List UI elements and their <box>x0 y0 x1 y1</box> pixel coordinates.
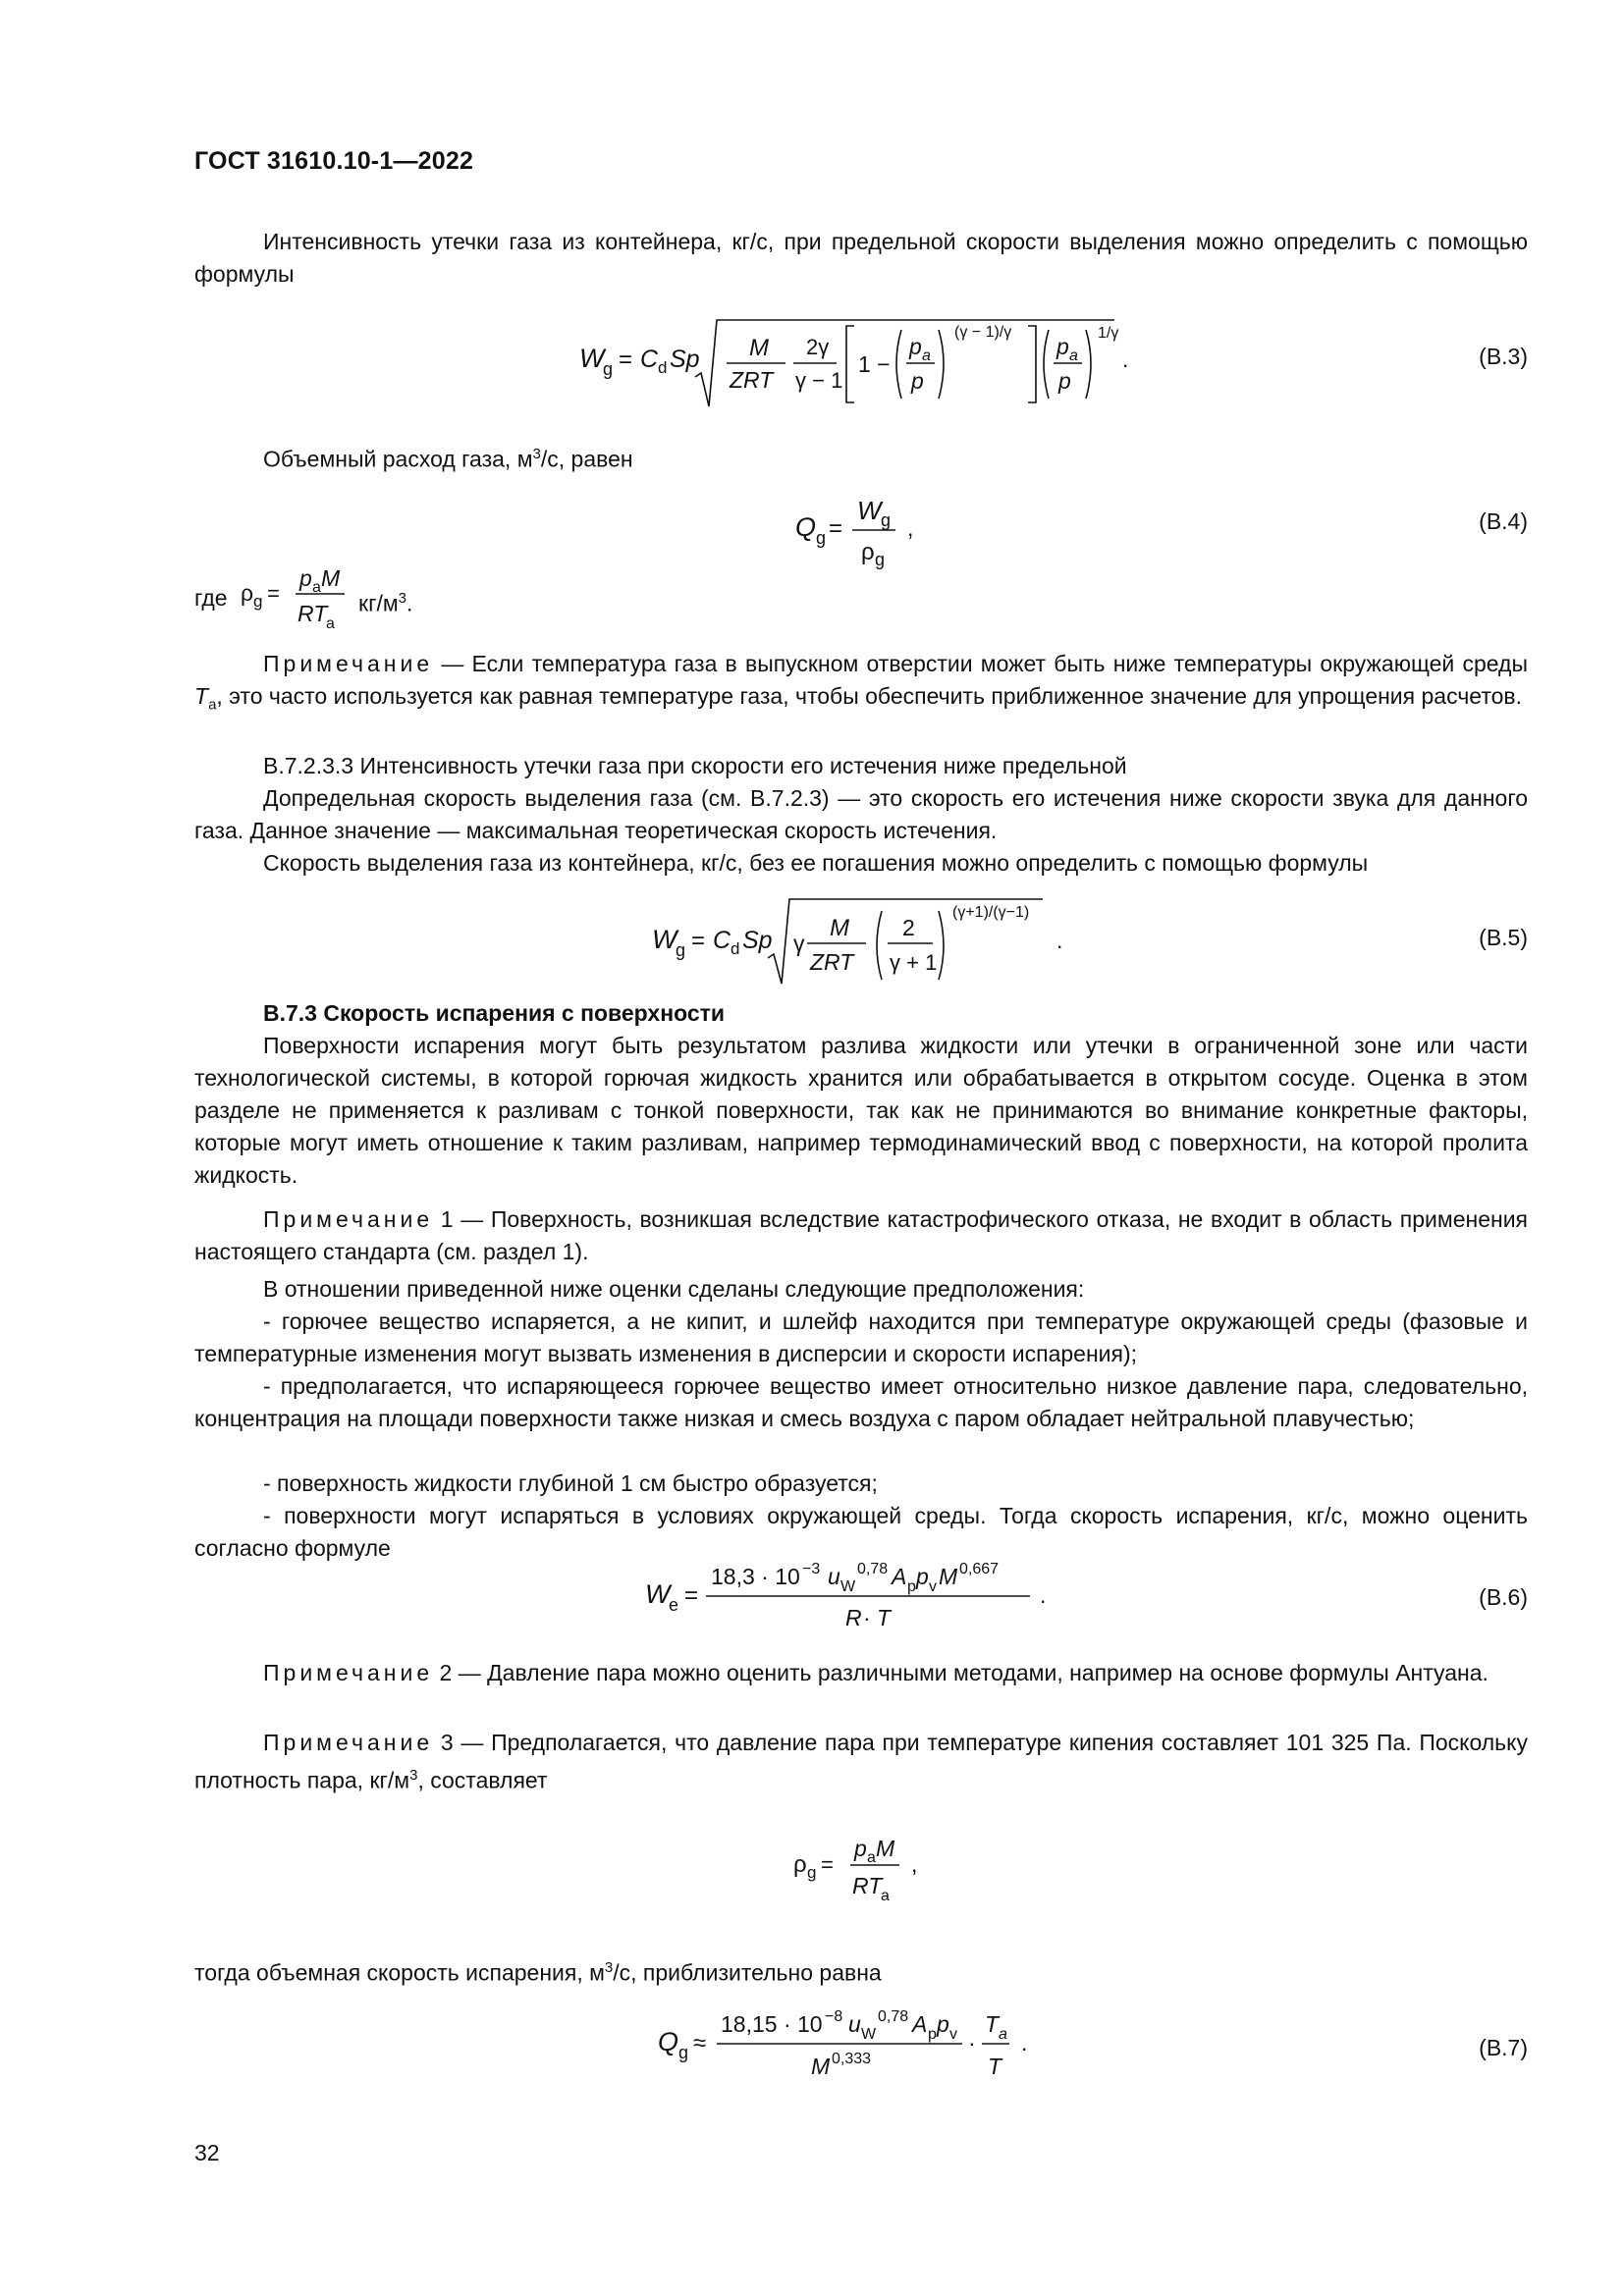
svg-text:ρ: ρ <box>241 580 254 606</box>
formula-rho-g-inline <box>239 558 356 636</box>
formula-b5 <box>652 889 1064 988</box>
svg-text:p: p <box>854 1836 867 1861</box>
formula-b7 <box>658 1993 1070 2091</box>
svg-text:A: A <box>912 2011 928 2037</box>
svg-text:0,333: 0,333 <box>832 2051 872 2067</box>
svg-text:M: M <box>830 915 849 941</box>
svg-text:T: T <box>988 2054 1002 2079</box>
svg-text:1/γ: 1/γ <box>1098 325 1119 342</box>
paragraph-volume-flow-tail: /с, равен <box>540 446 633 472</box>
section-heading-b7233: В.7.2.3.3 Интенсивность утечки газа при скорости его истечения ниже предельной <box>263 753 1127 778</box>
section-heading-b73: В.7.3 Скорость испарения с поверхности <box>263 1000 726 1026</box>
assumption-item: - горючее вещество испаряется, а не кипит, и шлейф находится при температуре окружающей среды (фазовые и температурные изменения могут вызвать изменения в дисперсии и скорости испарения); <box>194 1308 1528 1366</box>
svg-text:.: . <box>1021 2030 1028 2056</box>
page-number: 32 <box>194 2140 220 2165</box>
svg-text:18,3 · 10: 18,3 · 10 <box>711 1564 800 1589</box>
svg-text:d: d <box>658 358 668 377</box>
note-2-text: 2 — Давление пара можно оценить различными методами, например на основе формулы Антуана. <box>433 1660 1489 1685</box>
svg-text:−3: −3 <box>802 1561 821 1577</box>
svg-text:W: W <box>840 1578 856 1595</box>
svg-text:p: p <box>928 2026 937 2043</box>
svg-text:0,667: 0,667 <box>959 1561 1000 1577</box>
svg-text:A: A <box>892 1564 907 1589</box>
svg-text:RT: RT <box>852 1873 883 1898</box>
svg-text:g: g <box>816 528 827 548</box>
svg-text:a: a <box>999 2026 1007 2043</box>
note-2 <box>194 1657 1528 1689</box>
svg-text:.: . <box>1040 1582 1047 1608</box>
note-1 <box>194 1203 1528 1268</box>
formula-b6 <box>645 1547 1048 1645</box>
svg-text:d: d <box>731 939 740 958</box>
where-unit-text: кг/м <box>358 590 399 616</box>
assumption-item: - поверхность жидкости глубиной 1 см быстро образуется; <box>263 1470 878 1496</box>
svg-text:Q: Q <box>795 512 817 542</box>
svg-text:p: p <box>916 1564 929 1589</box>
note-2-label: Примечание <box>263 1660 434 1685</box>
assumption-item: - поверхности могут испаряться в условиях окружающей среды. Тогда скорость испарения, кг/с, можно оценить согласно формуле <box>194 1503 1528 1561</box>
svg-text:ρ: ρ <box>793 1851 807 1878</box>
equation-number-b3: (В.3) <box>1479 344 1528 369</box>
svg-text:e: e <box>669 1595 679 1615</box>
svg-text:M: M <box>811 2054 831 2079</box>
svg-text:u: u <box>828 1564 840 1589</box>
note-3 <box>194 1727 1528 1797</box>
paragraph-volume-flow-text: Объемный расход газа, м <box>263 446 533 472</box>
svg-text:a: a <box>881 1888 890 1904</box>
note-1-label: Примечание <box>263 1206 434 1232</box>
svg-text:W: W <box>861 2026 877 2043</box>
svg-text:v: v <box>949 2026 957 2043</box>
svg-text:Sp: Sp <box>670 346 700 373</box>
svg-text:ρ: ρ <box>861 539 875 565</box>
paragraph-subsonic-release: Допредельная скорость выделения газа (см. В.7.2.3) — это скорость его истечения ниже скорости звука для данного газа. Данное значение — максимальная теоретическая скорость истечения. <box>194 785 1528 843</box>
document-header: ГОСТ 31610.10-1—2022 <box>194 147 474 175</box>
note-3-text-part1: 3 — Предполагается, что давление пара при температуре кипения составляет 101 325 Па. Поскольку плотность пара, кг/м <box>194 1730 1528 1793</box>
svg-text:(γ − 1)/γ: (γ − 1)/γ <box>954 324 1012 341</box>
svg-text:g: g <box>603 359 614 379</box>
svg-text:·: · <box>863 1605 871 1630</box>
svg-text:a: a <box>922 347 931 364</box>
svg-text:≈: ≈ <box>693 2030 707 2056</box>
svg-text:W: W <box>645 1579 671 1609</box>
svg-text:R: R <box>845 1605 862 1630</box>
formula-b3 <box>579 312 1139 415</box>
note-symbol: T <box>194 683 209 709</box>
svg-text:,: , <box>911 1851 918 1877</box>
svg-text:M: M <box>321 565 341 591</box>
where-unit <box>358 582 412 620</box>
svg-text:−8: −8 <box>825 2008 843 2025</box>
svg-text:p: p <box>1056 334 1069 359</box>
svg-text:γ − 1: γ − 1 <box>795 368 843 393</box>
svg-text:W: W <box>579 344 605 373</box>
unit-superscript: 3 <box>604 1959 614 1976</box>
svg-text:g: g <box>807 1863 817 1882</box>
svg-text:a: a <box>326 615 335 632</box>
svg-text:g: g <box>875 550 886 569</box>
svg-text:v: v <box>929 1578 937 1595</box>
svg-text:18,15 · 10: 18,15 · 10 <box>721 2011 823 2037</box>
paragraph-volume-flow <box>194 438 1528 476</box>
note-3-text-part2: , составляет <box>417 1767 548 1793</box>
svg-text:C: C <box>713 927 731 954</box>
where-label: где <box>194 585 228 611</box>
svg-text:RT: RT <box>298 601 328 626</box>
equation-number-b6: (В.6) <box>1479 1584 1528 1610</box>
formula-b4 <box>795 487 933 575</box>
svg-text:u: u <box>848 2011 861 2037</box>
svg-text:W: W <box>857 496 882 525</box>
svg-text:ZRT: ZRT <box>810 949 854 975</box>
svg-text:=: = <box>684 1582 699 1609</box>
svg-text:g: g <box>676 940 686 960</box>
svg-text:p: p <box>907 1578 916 1595</box>
paragraph-volumetric-evaporation <box>194 1951 1528 1990</box>
assumptions-intro: В отношении приведенной ниже оценки сделаны следующие предположения: <box>263 1276 1085 1302</box>
note-3-superscript: 3 <box>409 1767 418 1784</box>
note-temperature <box>194 648 1528 721</box>
svg-text:0,78: 0,78 <box>857 1561 889 1577</box>
svg-text:ZRT: ZRT <box>730 367 774 393</box>
svg-text:0,78: 0,78 <box>878 2008 909 2025</box>
svg-text:.: . <box>1056 928 1063 953</box>
equation-number-b7: (В.7) <box>1479 2035 1528 2060</box>
unit-superscript: 3 <box>532 446 541 462</box>
svg-text:p: p <box>299 565 312 591</box>
svg-text:,: , <box>907 515 914 541</box>
svg-text:a: a <box>867 1849 876 1866</box>
svg-text:g: g <box>253 592 263 611</box>
svg-text:p: p <box>911 368 924 394</box>
svg-text:.: . <box>1122 347 1129 372</box>
svg-text:p: p <box>909 334 922 359</box>
formula-rho-g <box>791 1828 929 1908</box>
svg-text:a: a <box>312 579 321 596</box>
note-text-part2: , это часто используется как равная температуре газа, чтобы обеспечить приближенное значение для упрощения расчетов. <box>216 683 1523 709</box>
svg-text:2γ: 2γ <box>806 335 830 359</box>
svg-text:=: = <box>619 347 633 373</box>
svg-text:W: W <box>652 925 677 954</box>
note-text-part1: — Если температура газа в выпускном отверстии может быть ниже температуры окружающей среды <box>433 651 1528 676</box>
svg-text:Sp: Sp <box>742 927 773 954</box>
svg-text:p: p <box>1058 368 1071 394</box>
equation-number-b5: (В.5) <box>1479 925 1528 950</box>
svg-text:=: = <box>267 581 280 606</box>
svg-text:γ: γ <box>793 931 805 956</box>
paragraph-volumetric-evaporation-tail: /с, приблизительно равна <box>613 1959 882 1986</box>
svg-text:=: = <box>691 928 706 954</box>
equation-number-b4: (В.4) <box>1479 508 1528 534</box>
svg-text:M: M <box>876 1836 895 1861</box>
note-1-text: 1 — Поверхность, возникшая вследствие катастрофического отказа, не входит в область применения настоящего стандарта (см. раздел 1). <box>194 1206 1528 1264</box>
svg-text:g: g <box>678 2043 689 2062</box>
svg-text:a: a <box>1069 347 1078 364</box>
svg-text:T: T <box>877 1605 892 1630</box>
assumption-item: - предполагается, что испаряющееся горючее вещество имеет относительно низкое давление пара, следовательно, концентрация на площади поверхности также низкая и смесь воздуха с паром обладает нейтральной плавучестью; <box>194 1373 1528 1431</box>
note-symbol-subscript: a <box>208 696 217 714</box>
svg-text:M: M <box>749 335 769 361</box>
svg-text:g: g <box>881 510 892 530</box>
svg-text:2: 2 <box>902 915 915 940</box>
svg-text:C: C <box>640 346 659 373</box>
paragraph-release-formula-intro: Скорость выделения газа из контейнера, кг/с, без ее погашения можно определить с помощью формулы <box>263 850 1369 876</box>
svg-text:M: M <box>939 1564 958 1589</box>
paragraph-gas-leak-intro: Интенсивность утечки газа из контейнера, кг/с, при предельной скорости выделения можно определить с помощью формулы <box>194 229 1528 287</box>
note-label: Примечание <box>263 651 434 676</box>
paragraph-evaporation-surfaces: Поверхности испарения могут быть результатом разлива жидкости или утечки в ограниченной зоне или части технологической системы, в которой горючая жидкость хранится или обрабатывается в открытом сосуде. Оценка в этом разделе не применяется к разливам с тонкой поверхности, так как не принимаются во внимание конкретные факторы, которые могут иметь отношение к таким разливам, например термодинамический ввод с поверхности, на которой пролита жидкость. <box>194 1033 1528 1188</box>
where-unit-superscript: 3 <box>398 590 406 607</box>
note-3-label: Примечание <box>263 1730 434 1755</box>
svg-text:=: = <box>829 515 843 542</box>
svg-text:=: = <box>821 1852 834 1877</box>
svg-text:γ + 1: γ + 1 <box>890 950 938 975</box>
svg-text:1 −: 1 − <box>858 351 891 377</box>
svg-text:·: · <box>968 2030 976 2056</box>
where-unit-period: . <box>406 590 413 616</box>
svg-text:Q: Q <box>658 2027 679 2056</box>
svg-text:(γ+1)/(γ−1): (γ+1)/(γ−1) <box>952 904 1030 921</box>
svg-text:T: T <box>985 2011 1000 2037</box>
svg-text:p: p <box>937 2011 949 2037</box>
paragraph-volumetric-evaporation-text: тогда объемная скорость испарения, м <box>194 1959 605 1986</box>
